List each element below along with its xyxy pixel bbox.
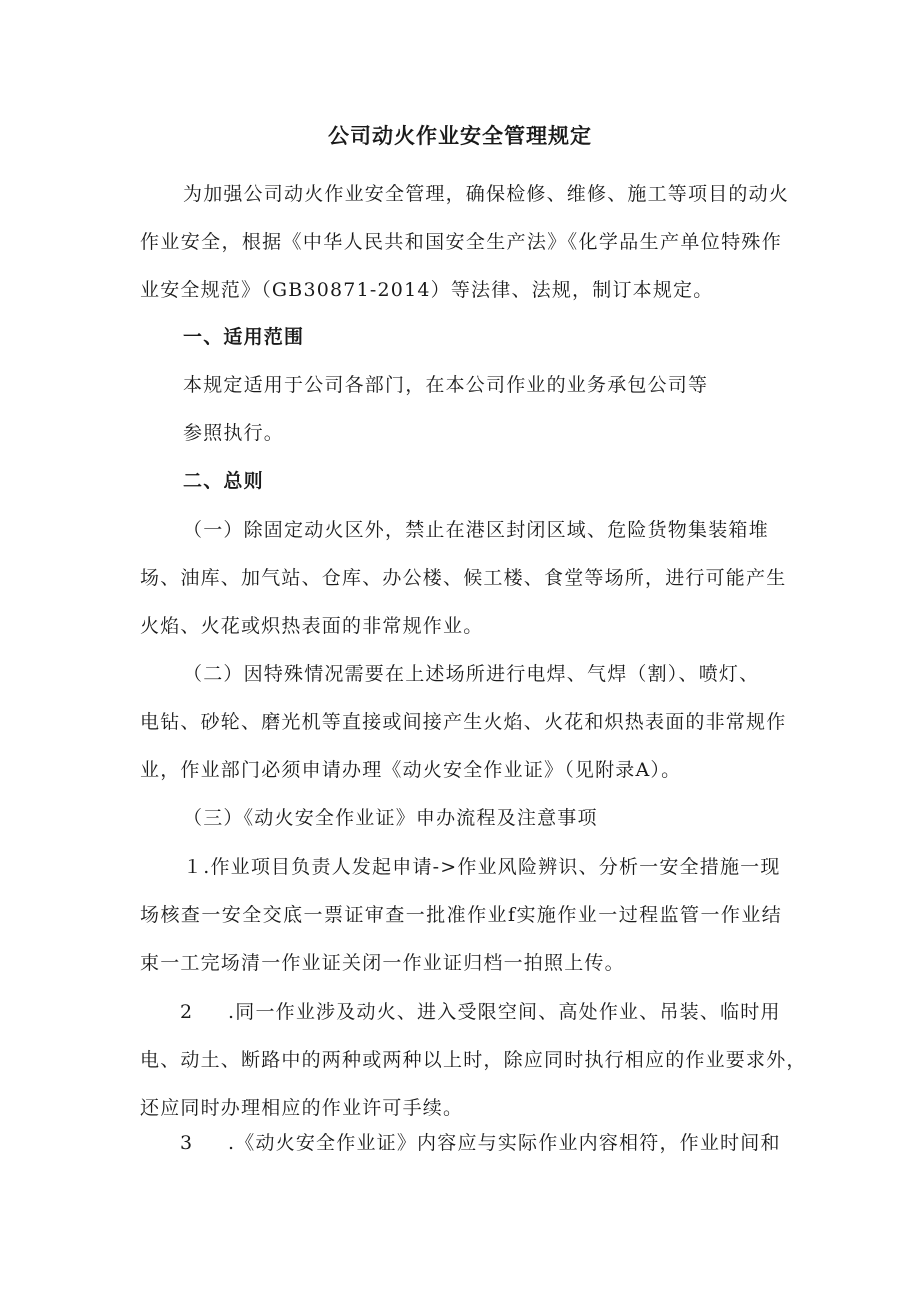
document-title: 公司动火作业安全管理规定 [328,124,592,148]
item2-line-2: 电、动土、断路中的两种或两种以上时，除应同时执行相应的作业要求外， [140,1049,807,1071]
section-heading-scope: 一、适用范围 [183,326,305,348]
scope-line-1: 本规定适用于公司各部门，在本公司作业的业务承包公司等 [183,374,709,396]
item1-line-2: 场核查一安全交底一票证审查一批准作业f实施作业一过程监管一作业结 [140,904,782,926]
intro-line-3: 业安全规范》（GB30871-2014）等法律、法规，制订本规定。 [140,279,714,301]
general-para1-line-1: （一）除固定动火区外，禁止在港区封闭区域、危险货物集装箱堆 [183,519,769,541]
item2-line-3: 还应同时办理相应的作业许可手续。 [140,1097,464,1119]
general-para2-line-3: 业，作业部门必须申请办理《动火安全作业证》（见附录A）。 [140,759,682,781]
item2-line-1: .同一作业涉及动火、进入受限空间、高处作业、吊装、临时用 [228,1001,781,1023]
item3-number: 3 [180,1132,194,1154]
item1-line-3: 束一工完场清一作业证关闭一作业证归档一拍照上传。 [140,952,625,974]
intro-line-2: 作业安全，根据《中华人民共和国安全生产法》《化学品生产单位特殊作 [140,231,782,253]
item3-line-1: .《动火安全作业证》内容应与实际作业内容相符，作业时间和 [228,1132,781,1154]
general-para1-line-2: 场、油库、加气站、仓库、办公楼、候工楼、食堂等场所，进行可能产生 [140,567,787,589]
general-para2-line-2: 电钻、砂轮、磨光机等直接或间接产生火焰、火花和炽热表面的非常规作 [140,711,787,733]
intro-line-1: 为加强公司动火作业安全管理，确保检修、维修、施工等项目的动火 [183,183,790,205]
general-para2-line-1: （二）因特殊情况需要在上述场所进行电焊、气焊（割）、喷灯、 [183,663,760,685]
scope-line-2: 参照执行。 [183,422,285,444]
general-para1-line-3: 火焰、火花或炽热表面的非常规作业。 [140,615,484,637]
item1-line-1: １.作业项目负责人发起申请->作业风险辨识、分析一安全措施一现 [183,856,781,878]
item2-number: 2 [180,1001,194,1023]
section-heading-general: 二、总则 [183,470,264,492]
general-para3-line-1: （三）《动火安全作业证》申办流程及注意事项 [183,807,598,829]
